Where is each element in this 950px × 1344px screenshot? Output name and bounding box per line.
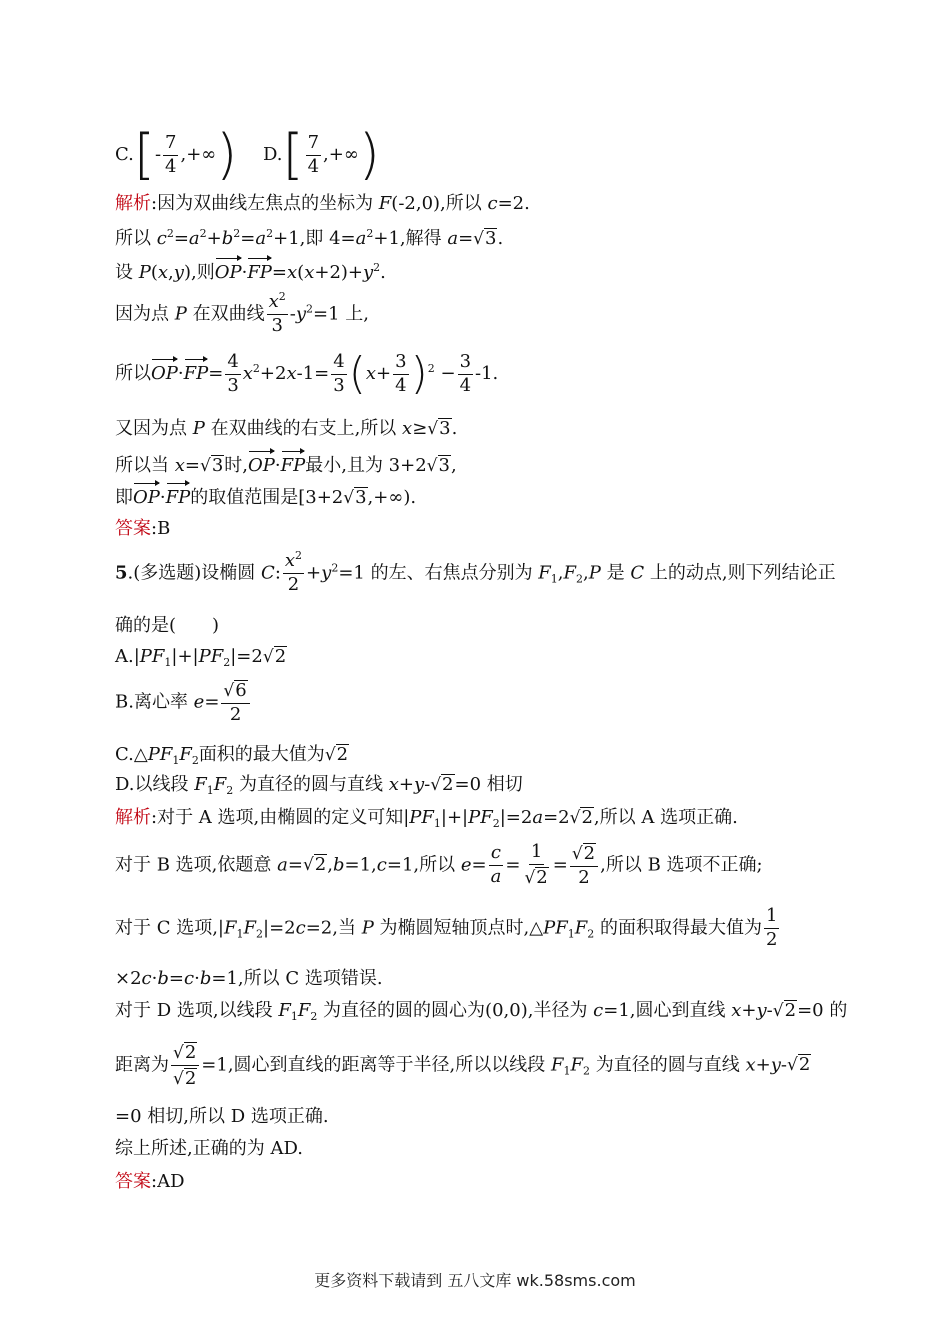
answer-value: :AD <box>151 1171 185 1192</box>
q5-analysis-line-5: 对于 D 选项,以线段 $F_1F_2$ 为直径的圆的圆心为(0,0),半径为 c=1,圆心到直线 x+y-√2=0 的 <box>115 1000 848 1023</box>
q5-option-d: D.以线段 $F_1F_2$ 为直径的圆与直线 x+y-√2=0 相切 <box>115 774 523 797</box>
sqrt: √2 <box>302 854 327 876</box>
q4-analysis-line-2: 所以 $c^2=a^2+b^2=a^2+1$,即 $4=a^2+1$,解得 a=√3. <box>115 227 504 249</box>
fraction-sqrt2-over-2: $\frac{√2}{2}$ <box>570 843 598 888</box>
vector-fp: FP <box>247 256 272 282</box>
right-paren: ) <box>358 123 380 186</box>
vector-fp: FP <box>281 449 306 475</box>
q4-analysis-line-5: 所以OP·FP= $\frac{4}{3}$ $x^2+2x-1=$ $\frac{4}{3}$ (x+ $\frac{3}{4}$ )$^2$ − $\frac{3}{4}$ -1. <box>115 348 499 399</box>
fraction-3-over-4: $\frac{3}{4}$ <box>395 350 407 396</box>
answer-label: 答案 <box>115 1171 151 1192</box>
fraction-sqrt2-over-sqrt2: $\frac{√2}{√2}$ <box>171 1042 199 1089</box>
q4-analysis-line-3: 设 P(x,y),则$OP\cdot FP=x(x+2)+y^2$. <box>115 256 386 282</box>
vector-fp: FP <box>166 481 191 507</box>
option-d <box>263 123 380 186</box>
fraction-c-over-a: $\frac{c}{a}$ <box>490 842 502 887</box>
fraction-x2-over-2: $\frac{x^2}{2}$ <box>284 549 303 595</box>
q5-analysis-line-6: 距离为 $\frac{√2}{√2}$ =1,圆心到直线的距离等于半径,所以以线段 $F_1F_2$ 为直径的圆与直线 x+y-√2 <box>115 1042 811 1089</box>
sqrt: √3 <box>343 487 367 508</box>
q5-analysis-line-2: 对于 B 选项,依题意 a=√2,b=1,c=1,所以 e= $\frac{c}{a}$ = $\frac{1}{√2}$ = $\frac{√2}{2}$ ,所以 B 选项不正确; <box>115 841 763 888</box>
option-c-sign: - <box>154 144 162 165</box>
fraction-4-over-3: $\frac{4}{3}$ <box>227 350 239 396</box>
sqrt: √2 <box>262 646 287 667</box>
right-paren: ) <box>410 348 428 399</box>
q4-answer <box>115 520 170 538</box>
sqrt: √2 <box>569 807 593 828</box>
q4-analysis-line-1: 解析:因为双曲线左焦点的坐标为 F(-2,0),所以 c=2. <box>115 193 530 214</box>
q4-analysis-line-8: 即OP·FP的取值范围是[3+2√3,+∞). <box>115 481 416 507</box>
vector-op: OP <box>248 449 275 475</box>
left-paren: ( <box>348 348 366 399</box>
vector-op: OP <box>133 481 160 507</box>
q4-analysis-line-7: 所以当 x=√3时,OP·FP最小,且为 3+2√3, <box>115 449 457 475</box>
page-footer: 更多资料下载请到 五八文库 wk.58sms.com <box>314 1271 636 1290</box>
vector-op: OP <box>215 256 242 282</box>
option-c <box>115 123 238 186</box>
q5-stem-line-2: 确的是( ) <box>115 615 220 636</box>
left-bracket: [ <box>133 123 155 186</box>
fraction-x2-over-3: $\frac{x^2}{3}$ <box>268 290 286 336</box>
option-c-fraction <box>163 131 178 177</box>
fraction-denominator: 4 <box>307 155 320 177</box>
fraction-4-over-3: $\frac{4}{3}$ <box>333 350 345 396</box>
sqrt: √2 <box>772 1000 797 1021</box>
q5-option-c: $C.\triangle PF_1F_2$面积的最大值为√2 <box>115 744 349 767</box>
sqrt: √2 <box>324 744 349 765</box>
q5-analysis-line-4: ×2c·b=c·b=1,所以 C 选项错误. <box>115 968 383 989</box>
q5-analysis-line-3: 对于 C 选项$,|F_1F_2|=2c=2$,当 P 为椭圆短轴顶点时$,\triangle PF_1F_2$ 的面积取得最大值为 $\frac{1}{2}$ <box>115 905 778 950</box>
analysis-label: 解析 <box>115 193 151 214</box>
vector-fp: FP <box>184 357 209 383</box>
q4-analysis-line-4: 因为点 P 在双曲线 $\frac{x^2}{3}$ $-y^2=1$ 上, <box>115 290 369 336</box>
fraction-numerator: 7 <box>306 134 321 156</box>
q4-analysis-line-6: 又因为点 P 在双曲线的右支上,所以 x≥√3. <box>115 418 458 439</box>
fraction-denominator: 4 <box>165 155 177 177</box>
analysis-label: 解析 <box>115 807 151 828</box>
q5-answer <box>115 1173 185 1191</box>
q5-option-a: $A.|PF_1|+|PF_2|=2√2$ <box>115 646 287 669</box>
fraction-1-over-sqrt2: $\frac{1}{√2}$ <box>524 841 548 888</box>
sqrt: √2 <box>786 1054 811 1076</box>
q5-analysis-line-1: 解析:对于 A 选项,由椭圆的定义可知$|PF_1|+|PF_2|=2a=2√2$,所以 A 选项正确. <box>115 807 738 830</box>
sqrt: √3 <box>473 228 497 249</box>
question-number: 5 <box>115 562 128 584</box>
vector-op: OP <box>151 357 178 383</box>
fraction-1-over-2: $\frac{1}{2}$ <box>765 905 778 950</box>
right-paren: ) <box>216 123 238 186</box>
option-c-tail: ,+∞ <box>180 144 217 165</box>
sqrt: √3 <box>199 455 224 476</box>
option-c-label: C. <box>115 144 134 165</box>
q5-stem-line-1: 5.(多选题)设椭圆 C: $\frac{x^2}{2}$ $+y^2=1$ 的左、右焦点分别为 $F_1,F_2,P$ 是 C 上的动点,则下列结论正 <box>115 549 836 595</box>
option-d-fraction <box>306 131 321 177</box>
answer-label: 答案 <box>115 518 151 539</box>
option-d-tail: ,+∞ <box>323 144 359 165</box>
fraction-3-over-4: $\frac{3}{4}$ <box>459 350 472 396</box>
q5-analysis-line-7: =0 相切,所以 D 选项正确. <box>115 1106 329 1127</box>
option-d-label: D. <box>263 144 283 165</box>
left-bracket: [ <box>282 123 304 186</box>
q5-option-b: B.离心率 e= $\frac{√6}{2}$ <box>115 680 252 725</box>
fraction-sqrt6-over-2: $\frac{√6}{2}$ <box>221 680 249 725</box>
sqrt: √3 <box>426 455 450 476</box>
fraction-numerator: 7 <box>163 134 178 156</box>
q5-analysis-line-8: 综上所述,正确的为 AD. <box>115 1138 303 1159</box>
answer-value: :B <box>151 518 171 539</box>
sqrt: √3 <box>427 418 451 439</box>
sqrt: √2 <box>430 774 454 795</box>
